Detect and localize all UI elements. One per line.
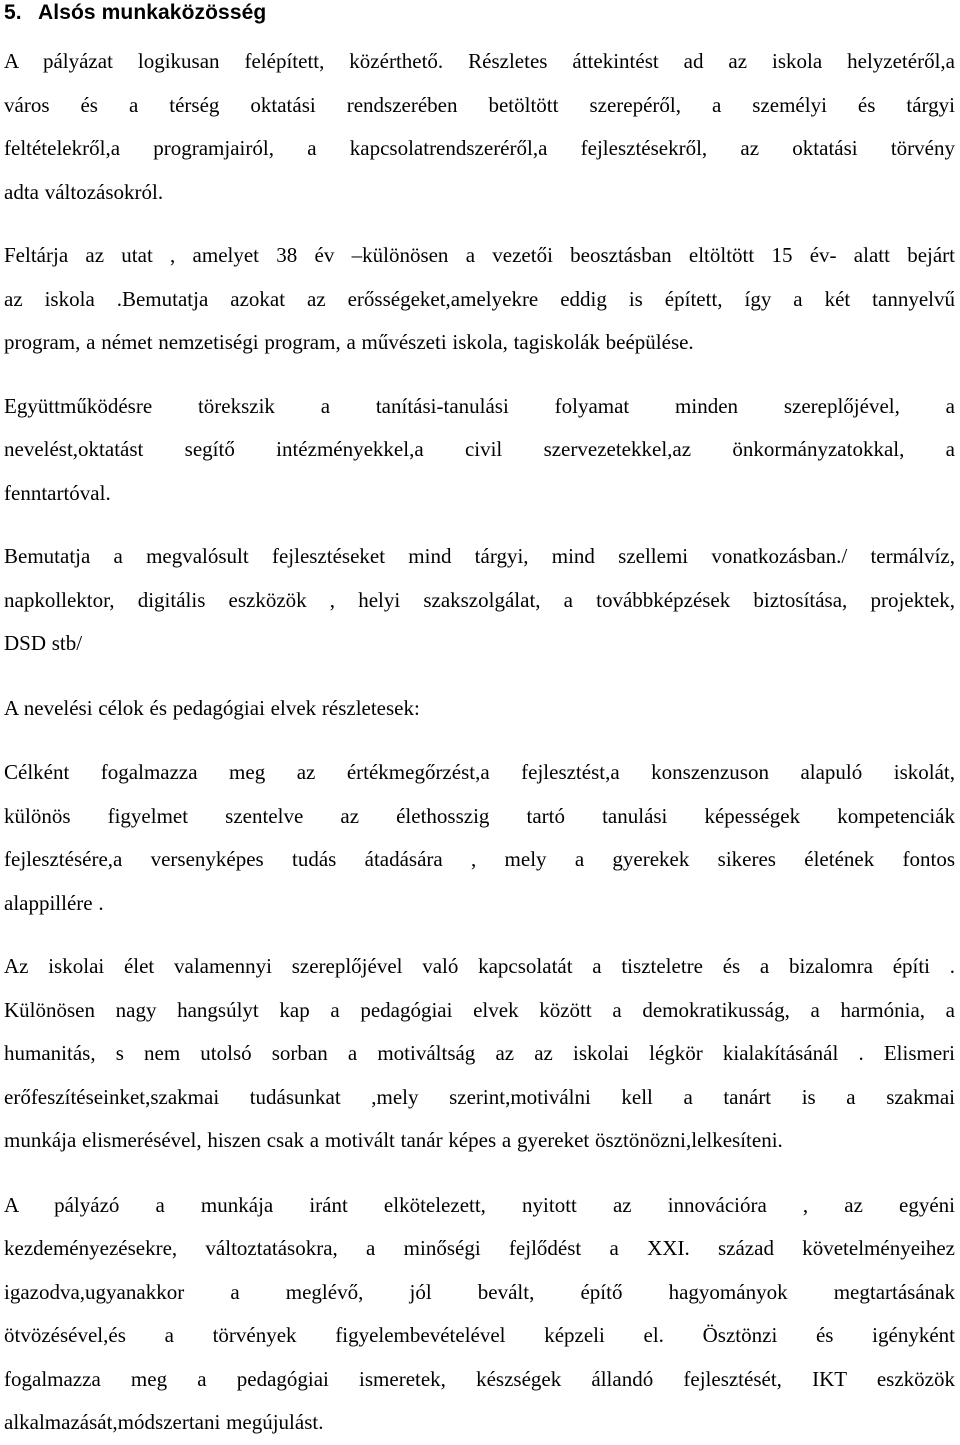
text-line: A nevelési célok és pedagógiai elvek részletesek: [4, 695, 420, 720]
text-line: alkalmazását,módszertani megújulást. [4, 1410, 324, 1434]
text-line: különös figyelmet szentelve az élethosszig tartó tanulási képességek kompetenciák [4, 803, 955, 828]
text-line: DSD stb/ [4, 631, 83, 655]
text-line: program, a német nemzetiségi program, a művészeti iskola, tagiskolák beépülése. [4, 330, 694, 354]
text-line: fogalmazza meg a pedagógiai ismeretek, készségek állandó fejlesztését, IKT eszközök [4, 1366, 955, 1391]
text-line: ötvözésével,és a törvények figyelembevételével képzeli el. Ösztönzi és igényként [4, 1323, 955, 1347]
text-line: kezdeményezésekre, változtatásokra, a minőségi fejlődést a XXI. század követelményeihez [4, 1236, 955, 1260]
text-line: Az iskolai élet valamennyi szereplőjével való kapcsolatát a tiszteletre és a bizalomra építi . [4, 954, 955, 978]
section-title: Alsós munkaközösség [38, 1, 267, 24]
text-line: Különösen nagy hangsúlyt kap a pedagógiai elvek között a demokratikusság, a harmónia, a [4, 997, 955, 1022]
document-page [4, 0, 955, 1445]
text-line: erőfeszítéseinket,szakmai tudásunkat ,mely szerint,motiválni kell a tanárt is a szakmai [4, 1084, 955, 1109]
paragraph-goals-intro [4, 687, 955, 731]
text-line: nevelést,oktatást segítő intézményekkel,a civil szervezetekkel,az önkormányzatokkal, a [4, 437, 955, 461]
text-line: humanitás, s nem utolsó sorban a motiváltság az az iskolai légkör kialakításánál . Elismeri [4, 1041, 955, 1065]
text-line: Együttműködésre törekszik a tanítási-tanulási folyamat minden szereplőjével, a [4, 393, 955, 418]
text-line: fenntartóval. [4, 480, 111, 505]
text-line: napkollektor, digitális eszközök , helyi szakszolgálat, a továbbképzések biztosítása, projektek, [4, 587, 955, 612]
text-line: igazodva,ugyanakkor a meglévő, jól bevált, építő hagyományok megtartásának [4, 1279, 955, 1304]
paragraph-cooperation [4, 385, 955, 516]
text-line: A pályázó a munkája iránt elkötelezett, nyitott az innovációra , az egyéni [4, 1192, 955, 1217]
paragraph-history [4, 234, 955, 365]
text-line: város és a térség oktatási rendszerében betöltött szerepéről, a személyi és tárgyi [4, 92, 955, 117]
paragraph-overview [4, 40, 955, 214]
text-line: Célként fogalmazza meg az értékmegőrzést,a fejlesztést,a konszenzuson alapuló iskolát, [4, 760, 955, 784]
section-heading [4, 0, 955, 26]
text-line: alappillére . [4, 890, 104, 915]
text-line: Feltárja az utat , amelyet 38 év –különösen a vezetői beosztásban eltöltött 15 év- alatt bejárt [4, 243, 955, 267]
text-line: munkája elismerésével, hiszen csak a motivált tanár képes a gyereket ösztönözni,lelkesíteni. [4, 1128, 783, 1152]
text-line: feltételekről,a programjairól, a kapcsolatrendszeréről,a fejlesztésekről, az oktatási törvény [4, 136, 955, 160]
paragraph-school-life [4, 945, 955, 1163]
text-line: az iskola .Bemutatja azokat az erősségeket,amelyekre eddig is épített, így a két tannyelvű [4, 286, 955, 311]
text-line: Bemutatja a megvalósult fejlesztéseket mind tárgyi, mind szellemi vonatkozásban./ termálvíz, [4, 544, 955, 568]
text-line: fejlesztésére,a versenyképes tudás átadására , mely a gyerekek sikeres életének fontos [4, 847, 955, 871]
paragraph-developments [4, 535, 955, 666]
paragraph-applicant [4, 1184, 955, 1445]
section-number: 5. [4, 1, 22, 24]
text-line: A pályázat logikusan felépített, közérthető. Részletes áttekintést ad az iskola helyzetéről,a [4, 49, 955, 73]
paragraph-goals [4, 751, 955, 925]
text-line: adta változásokról. [4, 179, 164, 204]
